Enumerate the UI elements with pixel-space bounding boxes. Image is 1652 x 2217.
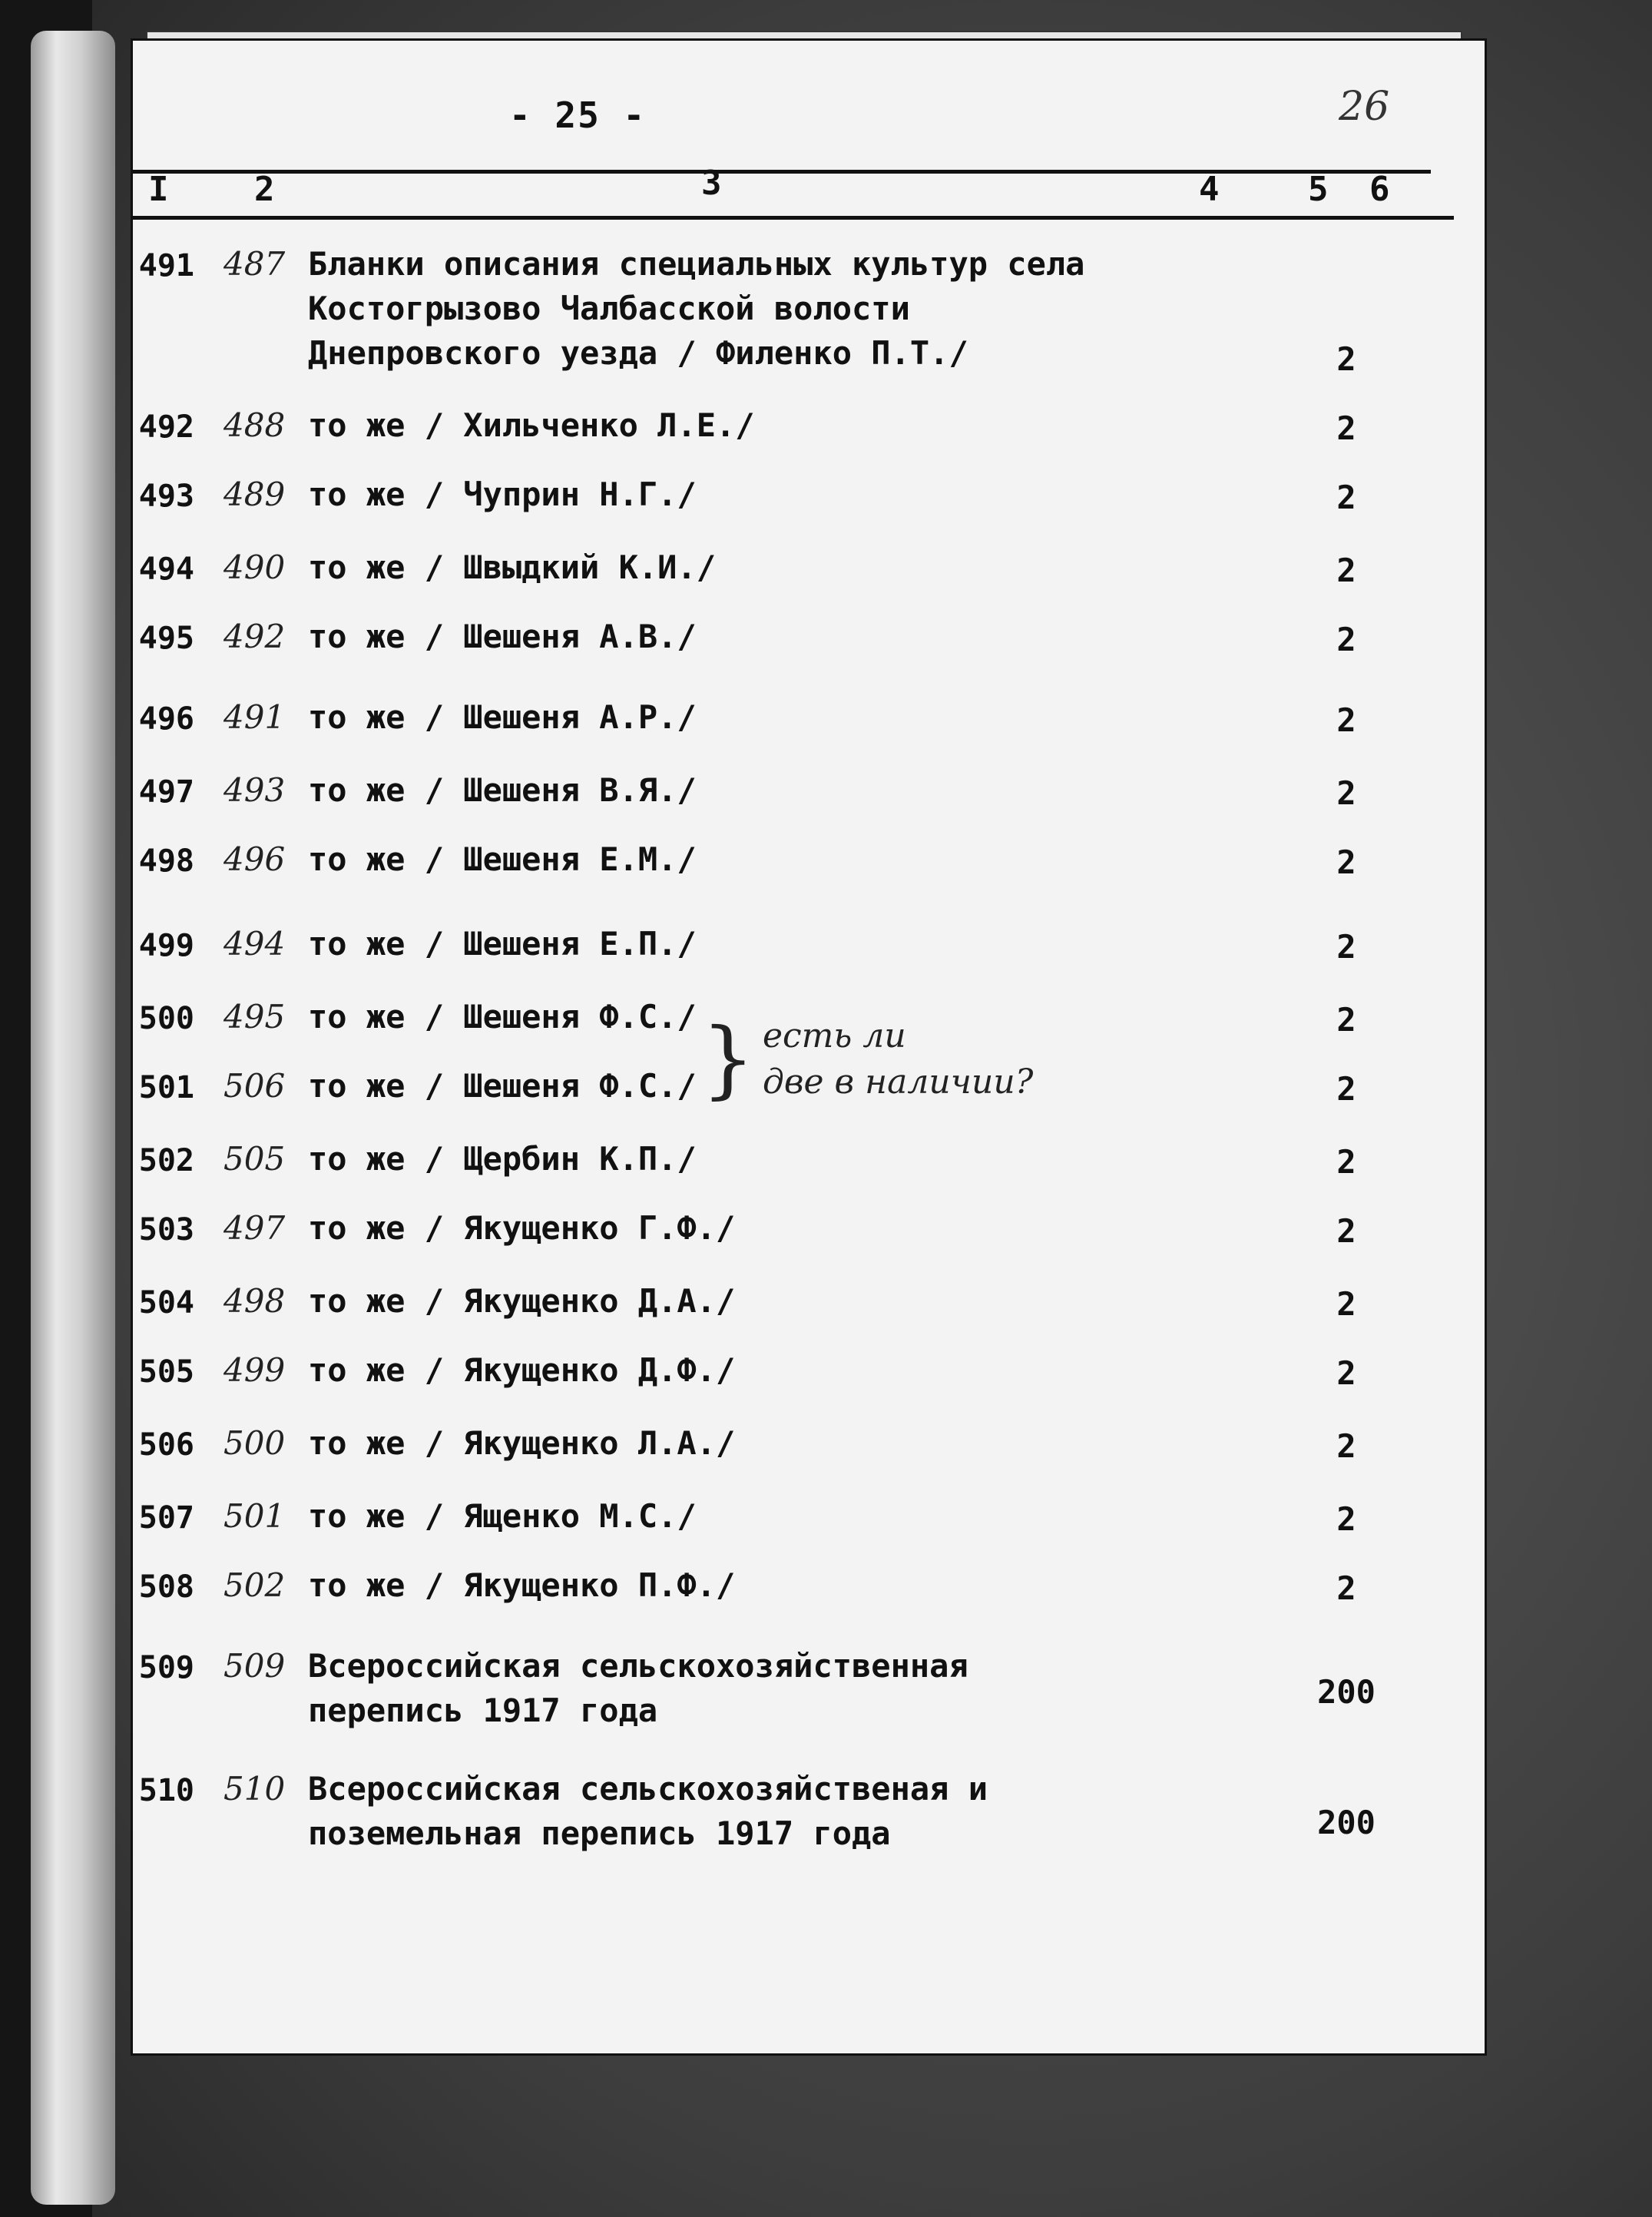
inventory-row xyxy=(133,1770,1485,1852)
item-title: Всероссийская сельскохозяйственная перепись 1917 года xyxy=(308,1647,968,1729)
inventory-row xyxy=(133,925,1485,997)
sheet-count: 2 xyxy=(1336,340,1356,378)
sheet-count: 2 xyxy=(1336,409,1356,447)
item-number: 509 xyxy=(138,1650,194,1685)
item-number: 498 xyxy=(138,843,194,879)
inventory-row xyxy=(133,548,1485,621)
sheet-count: 2 xyxy=(1336,843,1356,881)
inventory-row xyxy=(133,840,1485,913)
sheet-count: 2 xyxy=(1336,621,1356,658)
item-title: то же / Якущенко Г.Ф./ xyxy=(308,1209,736,1247)
item-title: то же / Шешеня А.Р./ xyxy=(308,698,697,736)
column-header-1: I xyxy=(148,170,169,209)
item-number: 510 xyxy=(138,1773,194,1808)
old-item-number: 492 xyxy=(223,618,286,655)
inventory-row xyxy=(133,1566,1485,1639)
item-number: 505 xyxy=(138,1354,194,1390)
old-item-number: 495 xyxy=(223,998,286,1036)
item-number: 494 xyxy=(138,552,194,587)
old-item-number: 509 xyxy=(223,1647,286,1685)
inventory-row xyxy=(133,698,1485,770)
inventory-row xyxy=(133,476,1485,548)
inventory-row xyxy=(133,1424,1485,1496)
archive-folio-number: 26 xyxy=(1339,84,1390,130)
old-item-number: 510 xyxy=(223,1770,286,1808)
old-item-number: 496 xyxy=(223,840,286,878)
old-item-number: 487 xyxy=(223,245,286,283)
old-item-number: 501 xyxy=(223,1497,286,1535)
item-number: 499 xyxy=(138,928,194,963)
item-title: Бланки описания специальных культур села Костогрызово Чалбасской волости Днепровского уезда / Филенко П.Т./ xyxy=(308,245,1085,372)
item-number: 504 xyxy=(138,1285,194,1321)
item-number: 491 xyxy=(138,248,194,283)
item-number: 508 xyxy=(138,1569,194,1605)
binding-spine xyxy=(31,31,115,2205)
item-title: то же / Шешеня Е.П./ xyxy=(308,925,697,963)
sheet-count: 2 xyxy=(1336,1285,1356,1323)
column-header-3: 3 xyxy=(701,164,722,203)
old-item-number: 506 xyxy=(223,1067,286,1105)
sheet-count: 2 xyxy=(1336,774,1356,812)
inventory-row xyxy=(133,406,1485,479)
inventory-row xyxy=(133,771,1485,843)
handwritten-note-line-2: две в наличии? xyxy=(763,1062,1034,1102)
inventory-row xyxy=(133,1282,1485,1354)
sheet-count: 200 xyxy=(1317,1673,1376,1711)
item-number: 495 xyxy=(138,621,194,656)
old-item-number: 498 xyxy=(223,1282,286,1320)
handwritten-note-line-1: есть ли xyxy=(763,1016,906,1055)
old-item-number: 491 xyxy=(223,698,286,736)
item-title: то же / Шешеня Ф.С./ xyxy=(308,1067,697,1105)
item-title: Всероссийская сельскохозяйственая и поземельная перепись 1917 года xyxy=(308,1770,988,1852)
item-title: то же / Хильченко Л.Е./ xyxy=(308,406,755,444)
item-number: 496 xyxy=(138,701,194,737)
sheet-count: 2 xyxy=(1336,1569,1356,1607)
sheet-count: 2 xyxy=(1336,1212,1356,1250)
inventory-row xyxy=(133,1140,1485,1212)
inventory-row xyxy=(133,1647,1485,1729)
item-number: 492 xyxy=(138,409,194,445)
sheet-count: 2 xyxy=(1336,1143,1356,1181)
old-item-number: 494 xyxy=(223,925,286,963)
page-number: - 25 - xyxy=(509,94,647,136)
item-title: то же / Шешеня В.Я./ xyxy=(308,771,697,809)
old-item-number: 502 xyxy=(223,1566,286,1604)
old-item-number: 493 xyxy=(223,771,286,809)
header-bottom-rule xyxy=(133,216,1454,220)
item-title: то же / Швыдкий К.И./ xyxy=(308,548,717,586)
inventory-row xyxy=(133,1351,1485,1423)
item-title: то же / Якущенко Д.А./ xyxy=(308,1282,736,1320)
sheet-count: 2 xyxy=(1336,1070,1356,1108)
old-item-number: 499 xyxy=(223,1351,286,1389)
item-number: 497 xyxy=(138,774,194,810)
item-title: то же / Ященко М.С./ xyxy=(308,1497,697,1535)
old-item-number: 497 xyxy=(223,1209,286,1247)
item-title: то же / Чуприн Н.Г./ xyxy=(308,476,697,513)
inventory-page xyxy=(131,38,1487,2056)
header-top-rule xyxy=(133,170,1431,174)
sheet-count: 2 xyxy=(1336,1427,1356,1465)
item-number: 502 xyxy=(138,1143,194,1178)
item-number: 503 xyxy=(138,1212,194,1248)
item-title: то же / Шешеня Е.М./ xyxy=(308,840,697,878)
column-header-2: 2 xyxy=(254,170,275,209)
sheet-count: 2 xyxy=(1336,1354,1356,1392)
column-header-5: 5 xyxy=(1308,170,1329,209)
inventory-row xyxy=(133,618,1485,690)
old-item-number: 489 xyxy=(223,476,286,513)
old-item-number: 488 xyxy=(223,406,286,444)
sheet-count: 2 xyxy=(1336,928,1356,966)
item-title: то же / Шешеня Ф.С./ xyxy=(308,998,697,1036)
inventory-row xyxy=(133,245,1485,378)
item-title: то же / Якущенко Л.А./ xyxy=(308,1424,736,1462)
item-title: то же / Щербин К.П./ xyxy=(308,1140,697,1178)
item-title: то же / Якущенко Д.Ф./ xyxy=(308,1351,736,1389)
sheet-count: 2 xyxy=(1336,552,1356,589)
item-number: 493 xyxy=(138,479,194,514)
column-header-4: 4 xyxy=(1199,170,1220,209)
item-title: то же / Шешеня А.В./ xyxy=(308,618,697,655)
sheet-count: 2 xyxy=(1336,1500,1356,1538)
old-item-number: 500 xyxy=(223,1424,286,1462)
sheet-count: 2 xyxy=(1336,1001,1356,1039)
sheet-count: 200 xyxy=(1317,1804,1376,1841)
item-number: 506 xyxy=(138,1427,194,1463)
sheet-count: 2 xyxy=(1336,479,1356,516)
sheet-count: 2 xyxy=(1336,701,1356,739)
old-item-number: 490 xyxy=(223,548,286,586)
handwritten-brace: } xyxy=(701,1009,755,1108)
item-number: 501 xyxy=(138,1070,194,1105)
item-number: 507 xyxy=(138,1500,194,1536)
column-header-6: 6 xyxy=(1369,170,1390,209)
item-number: 500 xyxy=(138,1001,194,1036)
inventory-row xyxy=(133,1209,1485,1281)
inventory-row xyxy=(133,1497,1485,1569)
old-item-number: 505 xyxy=(223,1140,286,1178)
item-title: то же / Якущенко П.Ф./ xyxy=(308,1566,736,1604)
